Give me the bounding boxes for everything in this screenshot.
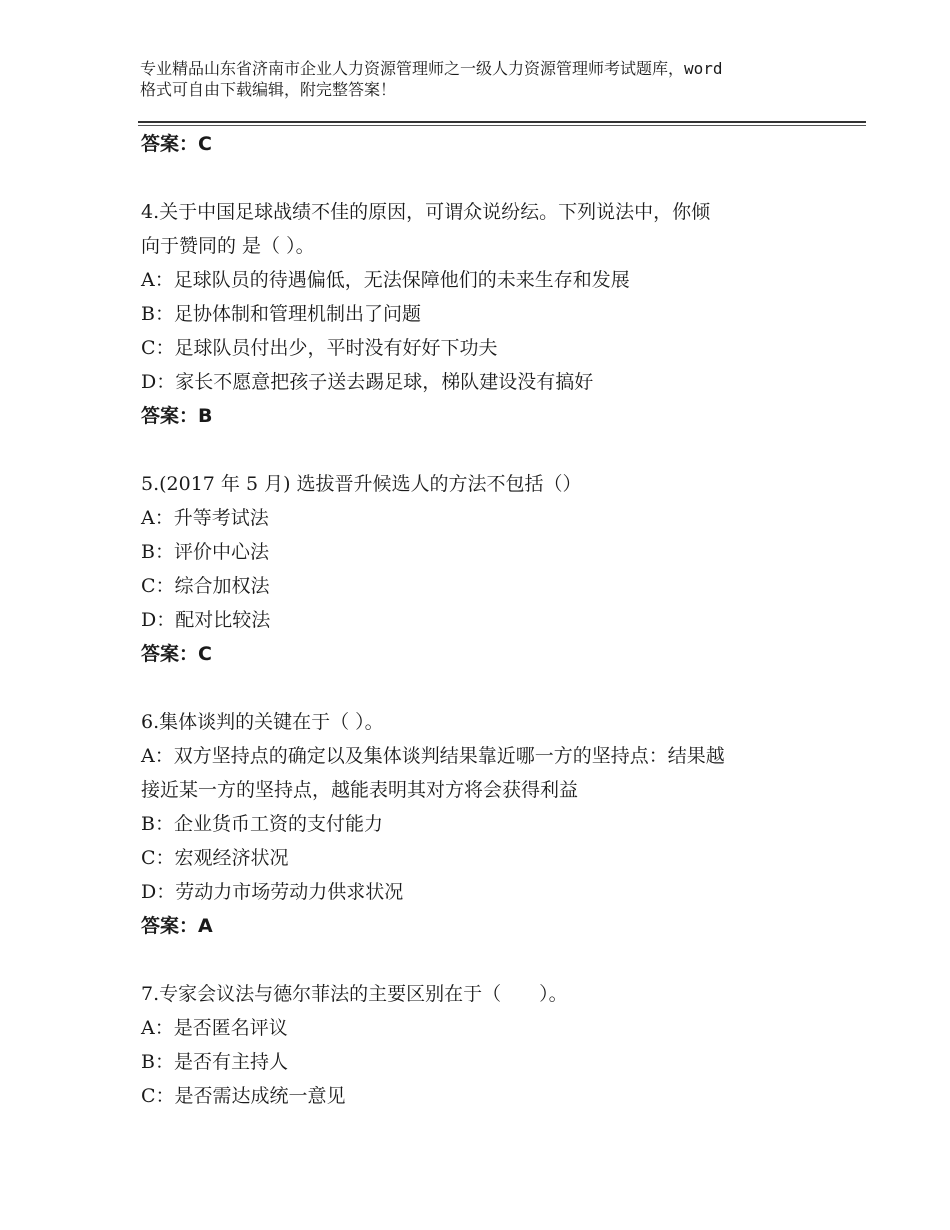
option-d: D：配对比较法	[141, 609, 271, 631]
question-block	[141, 705, 841, 943]
option-b: B：足协体制和管理机制出了问题	[141, 303, 421, 325]
answer-label: 答案：A	[141, 915, 213, 937]
option-c: C：宏观经济状况	[141, 847, 289, 869]
header-divider-thick	[138, 121, 866, 123]
spacer	[141, 433, 841, 467]
answer-label: 答案：C	[141, 643, 212, 665]
option-a: A：足球队员的待遇偏低，无法保障他们的未来生存和发展	[141, 269, 630, 291]
option-c: C：综合加权法	[141, 575, 270, 597]
option-a: A：双方坚持点的确定以及集体谈判结果靠近哪一方的坚持点：结果越	[141, 745, 725, 767]
question-block	[141, 195, 841, 433]
spacer	[141, 671, 841, 705]
question-stem: 7.专家会议法与德尔菲法的主要区别在于（ ）。	[141, 983, 568, 1005]
option-b: B：企业货币工资的支付能力	[141, 813, 383, 835]
question-stem: 6.集体谈判的关键在于（ ）。	[141, 711, 384, 733]
answer-label: 答案：B	[141, 405, 213, 427]
document-header	[140, 58, 830, 100]
question-stem: 向于赞同的 是（ ）。	[141, 235, 315, 257]
option-d: D：劳动力市场劳动力供求状况	[141, 881, 404, 903]
header-line-2: 格式可自由下载编辑，附完整答案！	[140, 80, 397, 99]
option-c: C：是否需达成统一意见	[141, 1085, 346, 1107]
question-stem: 5.(2017 年 5 月) 选拔晋升候选人的方法不包括（）	[141, 473, 582, 495]
spacer	[141, 943, 841, 977]
question-stem: 4.关于中国足球战绩不佳的原因，可谓众说纷纭。下列说法中，你倾	[141, 201, 711, 223]
spacer	[141, 161, 841, 195]
question-block	[141, 467, 841, 671]
option-b: B：是否有主持人	[141, 1051, 288, 1073]
option-b: B：评价中心法	[141, 541, 269, 563]
option-d: D：家长不愿意把孩子送去踢足球，梯队建设没有搞好	[141, 371, 594, 393]
question-block	[141, 977, 841, 1113]
answer-label: 答案：C	[141, 133, 212, 155]
option-a: A：升等考试法	[141, 507, 269, 529]
option-a: A：是否匿名评议	[141, 1017, 288, 1039]
option-a-continued: 接近某一方的坚持点，越能表明其对方将会获得利益	[141, 779, 579, 801]
header-divider-thin	[138, 125, 866, 126]
header-line-1: 专业精品山东省济南市企业人力资源管理师之一级人力资源管理师考试题库，word	[140, 59, 723, 78]
document-body	[141, 127, 841, 1113]
option-c: C：足球队员付出少，平时没有好好下功夫	[141, 337, 498, 359]
